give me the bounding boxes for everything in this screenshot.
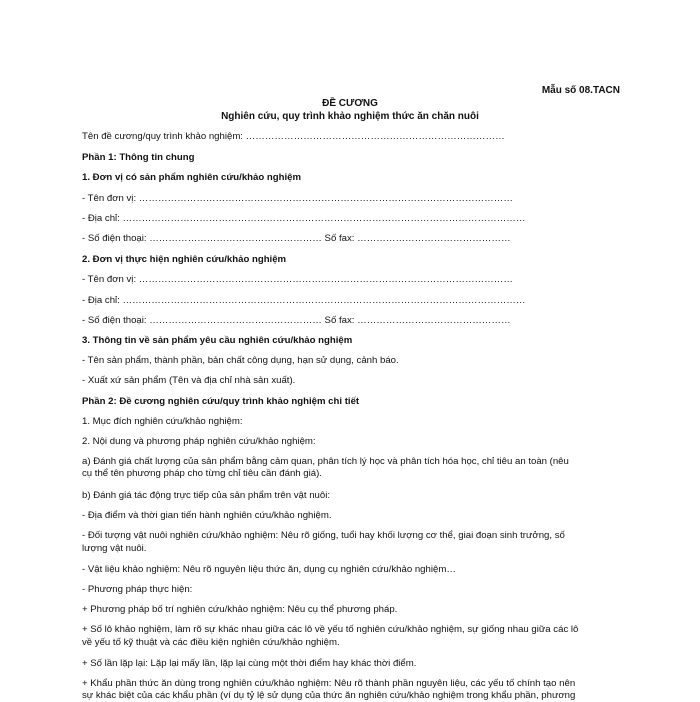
paragraph-continued: cụ thể tên phương pháp cho từng chỉ tiêu cần đánh giá).	[82, 468, 322, 479]
paragraph: 1. Mục đích nghiên cứu/khảo nghiệm:	[82, 416, 243, 427]
paragraph: + Số lô khảo nghiệm, làm rõ sự khác nhau giữa các lô về yếu tố nghiên cứu/khảo nghiệm, sự giống nhau giữa các lô	[82, 624, 579, 635]
paragraph: - Địa điểm và thời gian tiến hành nghiên cứu/khảo nghiệm.	[82, 510, 332, 521]
paragraph: - Phương pháp thực hiện:	[82, 584, 193, 595]
paragraph: 2. Nội dung và phương pháp nghiên cứu/khảo nghiệm:	[82, 436, 316, 447]
subsection-heading: 1. Đơn vị có sản phẩm nghiên cứu/khảo nghiệm	[82, 172, 302, 183]
paragraph: a) Đánh giá chất lượng của sản phẩm bằng cảm quan, phân tích lý học và phân tích hóa học, chỉ tiêu an toàn (nêu	[82, 456, 569, 467]
phone-fax-field: - Số điện thoại: ……………………………………………… Số fax: …………………………………………	[82, 233, 511, 244]
phone-fax-field: - Số điện thoại: ……………………………………………… Số fax: …………………………………………	[82, 315, 511, 326]
proposal-name-field: Tên đề cương/quy trình khảo nghiệm: ………………………………………………………………………	[82, 131, 505, 142]
subsection-heading: 2. Đơn vị thực hiện nghiên cứu/khảo nghiệm	[82, 254, 287, 265]
paragraph-continued: về yếu tố kỹ thuật và các điều kiện nghiên cứu/khảo nghiệm.	[82, 637, 340, 648]
document-subtitle: Nghiên cứu, quy trình khảo nghiệm thức ăn chăn nuôi	[221, 111, 479, 122]
subsection-heading: 3. Thông tin về sản phẩm yêu cầu nghiên cứu/khảo nghiệm	[82, 335, 353, 346]
paragraph: - Vật liệu khảo nghiệm: Nêu rõ nguyên liệu thức ăn, dụng cụ nghiên cứu/khảo nghiệm…	[82, 564, 456, 575]
unit-name-field: - Tên đơn vị: ………………………………………………………………………………………………………	[82, 274, 513, 285]
address-field: - Địa chỉ: ………………………………………………………………………………………………………………	[82, 213, 526, 224]
paragraph-continued: sự khác biệt của các khẩu phần (ví dụ tỷ lệ sử dụng của thức ăn nghiên cứu/khảo nghiệm trong khẩu phần, phương	[82, 690, 576, 701]
section-heading-part2: Phần 2: Đề cương nghiên cứu/quy trình khảo nghiệm chi tiết	[82, 396, 360, 407]
paragraph: - Xuất xứ sản phẩm (Tên và địa chỉ nhà sản xuất).	[82, 375, 296, 386]
form-code: Mẫu số 08.TACN	[541, 85, 620, 96]
paragraph: + Phương pháp bố trí nghiên cứu/khảo nghiệm: Nêu cụ thể phương pháp.	[82, 604, 398, 615]
paragraph: b) Đánh giá tác động trực tiếp của sản phẩm trên vật nuôi:	[82, 490, 331, 501]
paragraph-continued: lượng vật nuôi.	[82, 543, 147, 554]
address-field: - Địa chỉ: ………………………………………………………………………………………………………………	[82, 295, 526, 306]
section-heading-part1: Phần 1: Thông tin chung	[82, 152, 195, 163]
paragraph: - Tên sản phẩm, thành phần, bản chất công dụng, hạn sử dụng, cảnh báo.	[82, 355, 399, 366]
paragraph: + Khẩu phần thức ăn dùng trong nghiên cứu/khảo nghiệm: Nêu rõ thành phần nguyên liệu, các yếu tố chính tạo nên	[82, 678, 576, 689]
paragraph: + Số lần lặp lại: Lặp lại mấy lần, lặp lại cùng một thời điểm hay khác thời điểm.	[82, 658, 417, 669]
paragraph: - Đối tượng vật nuôi nghiên cứu/khảo nghiệm: Nêu rõ giống, tuổi hay khối lượng cơ thể, giai đoạn sinh trưởng, số	[82, 530, 565, 541]
document-title: ĐỀ CƯƠNG	[322, 98, 378, 109]
unit-name-field: - Tên đơn vị: ………………………………………………………………………………………………………	[82, 193, 513, 204]
